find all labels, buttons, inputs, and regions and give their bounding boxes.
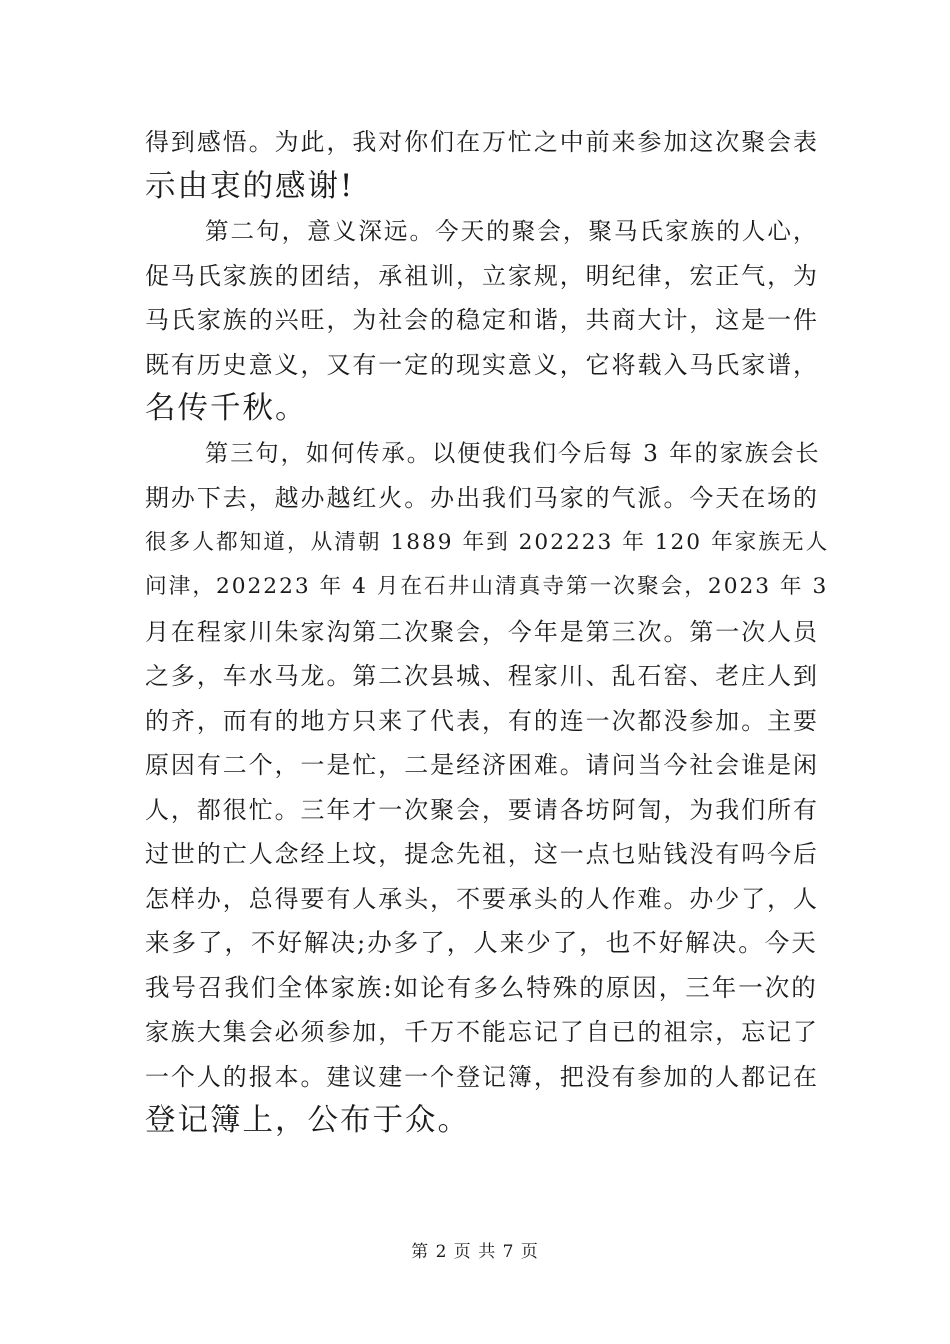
page-number-footer: 第 2 页 共 7 页 xyxy=(411,1242,539,1262)
text-line: 问津，202223 年 4 月在石井山清真寺第一次聚会，2023 年 3 xyxy=(145,574,829,599)
text-line: 怎样办，总得要有人承头，不要承头的人作难。办少了，人 xyxy=(145,885,819,913)
text-line: 示由衷的感谢! xyxy=(145,169,355,204)
text-line: 人，都很忙。三年才一次聚会，要请各坊阿訇，为我们所有 xyxy=(145,796,819,824)
text-line: 期办下去，越办越红火。办出我们马家的气派。今天在场的 xyxy=(145,484,819,512)
text-line: 我号召我们全体家族:如论有多么特殊的原因，三年一次的 xyxy=(145,973,818,1002)
text-line: 马氏家族的兴旺，为社会的稳定和谐，共商大计，这是一件 xyxy=(145,306,819,334)
text-line: 原因有二个，一是忙，二是经济困难。请问当今社会谁是闲 xyxy=(145,751,819,779)
text-line: 很多人都知道，从清朝 1889 年到 202223 年 120 年家族无人 xyxy=(145,530,830,555)
text-line: 月在程家川朱家沟第二次聚会，今年是第三次。第一次人员 xyxy=(145,618,819,646)
text-line: 一个人的报本。建议建一个登记簿，把没有参加的人都记在 xyxy=(145,1063,819,1091)
text-line: 登记簿上，公布于众。 xyxy=(145,1103,470,1138)
text-line: 促马氏家族的团结，承祖训，立家规，明纪律，宏正气，为 xyxy=(145,262,819,290)
text-line: 得到感悟。为此，我对你们在万忙之中前来参加这次聚会表 xyxy=(145,128,819,156)
text-line: 来多了，不好解决;办多了，人来少了，也不好解决。今天 xyxy=(145,928,818,957)
text-line: 名传千秋。 xyxy=(145,391,308,426)
text-line: 的齐，而有的地方只来了代表，有的连一次都没参加。主要 xyxy=(145,707,819,735)
paragraph-start-line: 第二句，意义深远。今天的聚会，聚马氏家族的人心， xyxy=(205,217,819,245)
text-line: 既有历史意义，又有一定的现实意义，它将载入马氏家谱， xyxy=(145,351,819,379)
text-line: 过世的亡人念经上坟，提念先祖，这一点乜贴钱没有吗今后 xyxy=(145,840,819,868)
text-line: 家族大集会必须参加，千万不能忘记了自已的祖宗，忘记了 xyxy=(145,1018,819,1046)
text-line: 之多，车水马龙。第二次县城、程家川、乱石窑、老庄人到 xyxy=(145,662,819,690)
paragraph-start-line: 第三句，如何传承。以便使我们今后每 3 年的家族会长 xyxy=(205,440,821,467)
